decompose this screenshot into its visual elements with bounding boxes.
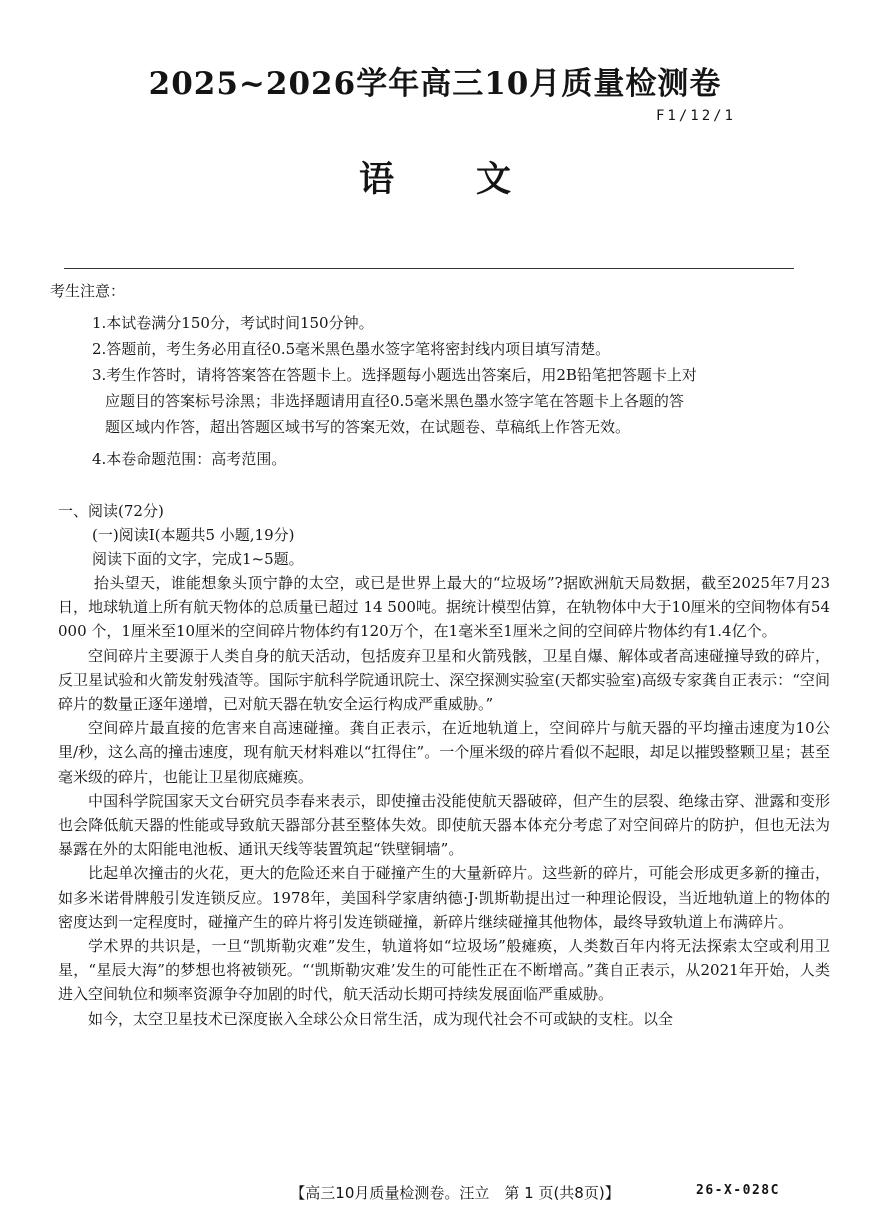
subject-char-1: 语 <box>358 159 394 200</box>
paragraph: 中国科学院国家天文台研究员李春来表示，即使撞击没能使航天器破碎，但产生的层裂、绝缘击穿、泄露和变形也会降低航天器的性能或导致航天器部分甚至整体失效。即使航天器本体充分考虑了对空间碎片的防护，但也无法为暴露在外的太阳能电池板、通讯天线等装置筑起“铁壁铜墙”。 <box>58 791 830 859</box>
paragraph: 空间碎片主要源于人类自身的航天活动，包括废弃卫星和火箭残骸，卫星自爆、解体或者高速碰撞导致的碎片，反卫星试验和火箭发射残渣等。国际宇航科学院通讯院士、深空探测实验室(天都实验室)高级专家龚自正表示：“空间碎片的数量正逐年递增，已对航天器在轨安全运行构成严重威胁。” <box>58 646 830 714</box>
footer-code: 26-X-028C <box>696 1183 780 1198</box>
notice-item-2: 2.答题前，考生务必用直径0.5毫米黑色墨水签字笔将密封线内项目填写清楚。 <box>92 340 611 358</box>
notice-item-3-cont: 应题目的答案标号涂黑；非选择题请用直径0.5毫米黑色墨水签字笔在答题卡上各题的答 <box>105 392 684 410</box>
notice-item-1: 1.本试卷满分150分，考试时间150分钟。 <box>92 314 374 332</box>
notice-item-3-cont-2: 题区域内作答，超出答题区域书写的答案无效，在试题卷、草稿纸上作答无效。 <box>105 418 631 436</box>
paragraph: 空间碎片最直接的危害来自高速碰撞。龚自正表示，在近地轨道上，空间碎片与航天器的平均撞击速度为10公里/秒，这么高的撞击速度，现有航天材料难以“扛得住”。一个厘米级的碎片看似不起眼，却足以摧毁整颗卫星；甚至毫米级的碎片，也能让卫星彻底瘫痪。 <box>58 719 830 786</box>
exam-code: F1/12/1 <box>655 108 736 124</box>
paragraph: 学术界的共识是，一旦“凯斯勒灾难”发生，轨道将如“垃圾场”般瘫痪，人类数百年内将无法探索太空或利用卫星，“星辰大海”的梦想也将被锁死。“‘凯斯勒灾难’发生的可能性正在不断增高。”龚自正表示，从2021年开始，人类进入空间轨位和频率资源争夺加剧的时代，航天活动长期可持续发展面临严重威胁。 <box>58 937 830 1004</box>
subject-title <box>0 152 870 202</box>
paragraph: 比起单次撞击的火花，更大的危险还来自于碰撞产生的大量新碎片。这些新的碎片，可能会形成更多新的撞击，如多米诺骨牌般引发连锁反应。1978年，美国科学家唐纳德·J·凯斯勒提出过一种理论假设，当近地轨道上的物体的密度达到一定程度时，碰撞产生的碎片将引发连锁碰撞，新碎片继续碰撞其他物体，最终导致轨道上布满碎片。 <box>58 864 830 931</box>
paragraph: 如今，太空卫星技术已深度嵌入全球公众日常生活，成为现代社会不可或缺的支柱。以全 <box>88 1009 674 1028</box>
header-divider <box>64 268 794 269</box>
notice-item-3: 3.考生作答时，请将答案答在答题卡上。选择题每小题选出答案后，用2B铅笔把答题卡上对 <box>92 366 697 384</box>
notice-heading: 考生注意： <box>50 282 126 300</box>
reading-passage <box>58 571 830 1031</box>
exam-title: 2025~2026学年高三10月质量检测卷 <box>148 66 722 102</box>
section-heading: 一、阅读(72分) <box>58 502 164 520</box>
footer-page-info: 【高三10月质量检测卷。汪立 第 1 页(共8页)】 <box>290 1184 620 1202</box>
paragraph: 抬头望天，谁能想象头顶宁静的太空，或已是世界上最大的“垃圾场”?据欧洲航天局数据，截至2025年7月23 日，地球轨道上所有航天物体的总质量已超过 14 500吨。据统计模型估算，在轨物体中大于10厘米的空间物体有54 000 个，1厘米至10厘米的空间碎片物体约有120万个，在1毫米至1厘米之间的空间碎片物体约有1.4亿个。 <box>58 574 830 641</box>
part-heading: (一)阅读Ⅰ(本题共5 小题,19分) <box>92 526 295 544</box>
reading-instruction: 阅读下面的文字，完成1~5题。 <box>92 550 304 568</box>
notice-item-4: 4.本卷命题范围：高考范围。 <box>92 450 287 468</box>
subject-char-2: 文 <box>476 159 512 200</box>
